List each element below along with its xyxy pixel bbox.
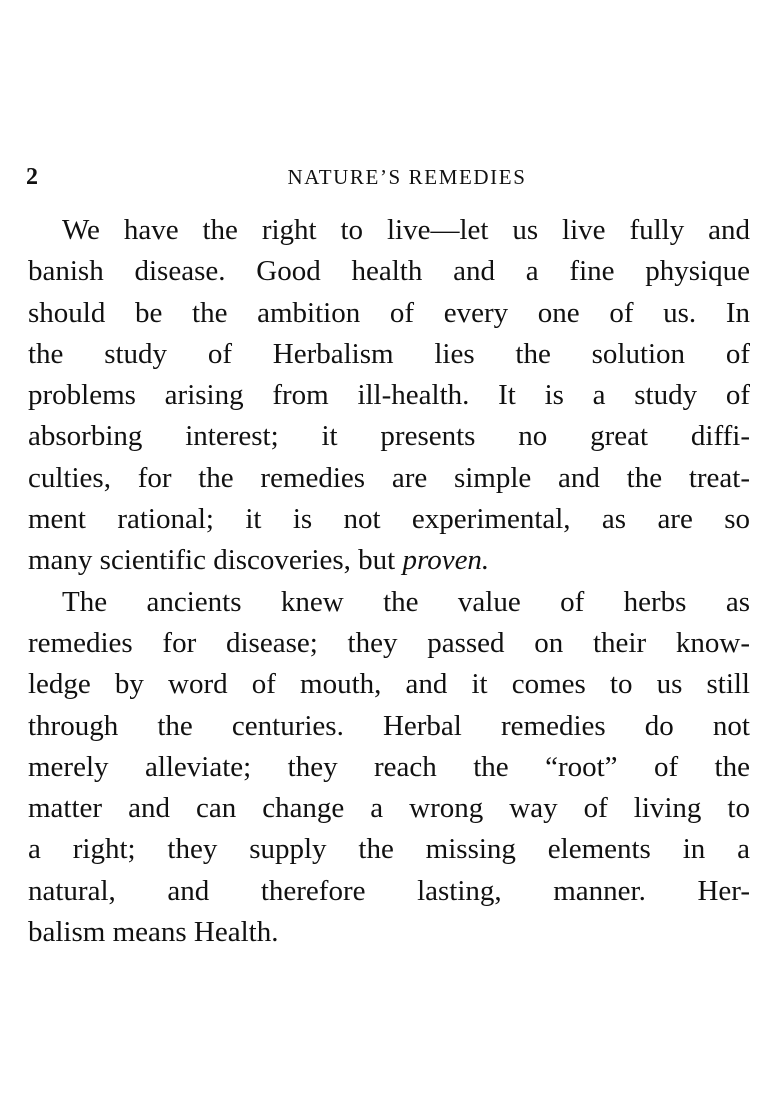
running-head [26,160,752,194]
body-text [28,210,750,953]
text-line: matter and can change a wrong way of living to [28,792,750,825]
text-line: natural, and therefore lasting, manner. Her- [28,874,750,907]
italic-word: proven. [402,544,490,577]
text-line: problems arising from ill-health. It is a study of [28,379,750,412]
text-line: ment rational; it is not experimental, as are so [28,503,750,536]
text-line: the study of Herbalism lies the solution of [28,337,750,370]
text-line [28,540,750,581]
text-line: absorbing interest; it presents no great diffi- [28,420,750,453]
text-line: culties, for the remedies are simple and the treat- [28,461,750,494]
text-line: We have the right to live—let us live fully and [62,214,750,246]
text-line: ledge by word of mouth, and it comes to us still [28,668,750,701]
paragraph-1 [28,210,750,582]
text-line: a right; they supply the missing elements in a [28,833,750,866]
page-number: 2 [26,164,38,190]
text-line: banish disease. Good health and a fine physique [28,255,750,288]
text-line: balism means Health. [28,916,279,949]
text-line: should be the ambition of every one of us. In [28,296,750,329]
running-title: NATURE’S REMEDIES [287,165,527,189]
text-line: The ancients knew the value of herbs as [62,585,750,618]
text-line: through the centuries. Herbal remedies do not [28,709,750,742]
text-line: merely alleviate; they reach the “root” of the [28,750,750,783]
paragraph-2 [28,582,750,954]
text-run: many scientific discoveries, but [28,544,403,577]
text-line: remedies for disease; they passed on their know- [28,626,750,659]
